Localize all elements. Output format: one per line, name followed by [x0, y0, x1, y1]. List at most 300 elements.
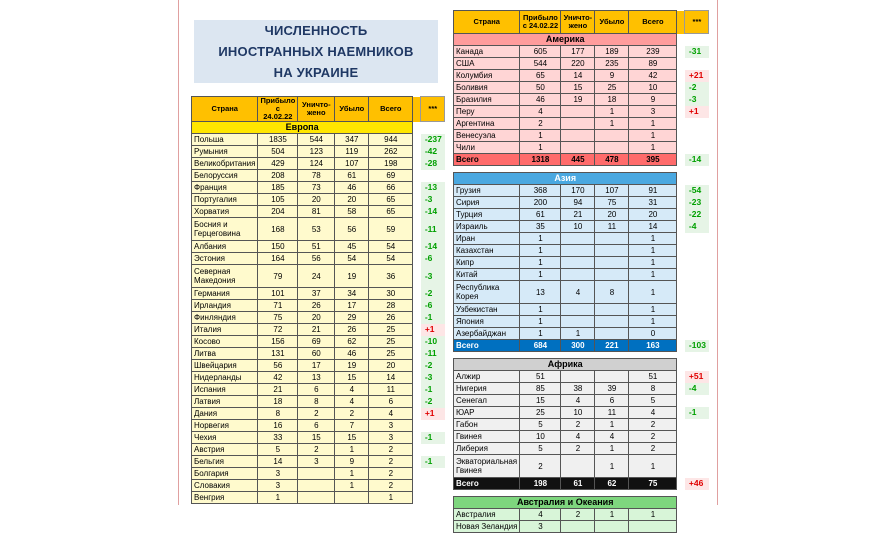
cell-d — [561, 130, 595, 142]
cell-delta: +1 — [685, 106, 709, 118]
header-arrived: Прибыло с 24.02.22 — [258, 97, 298, 122]
cell-d: 56 — [298, 253, 335, 265]
cell-t: 65 — [369, 206, 413, 218]
table-row — [192, 336, 445, 348]
cell-a: 605 — [520, 46, 561, 58]
cell-a: 1835 — [258, 134, 298, 146]
cell-country: Казахстан — [454, 245, 520, 257]
cell-a: 18 — [258, 396, 298, 408]
cell-delta: +51 — [685, 371, 709, 383]
section-title: Европа — [192, 122, 413, 134]
cell-delta — [685, 257, 709, 269]
cell-d: 51 — [298, 241, 335, 253]
header-country: Страна — [454, 11, 520, 34]
cell-country: Польша — [192, 134, 258, 146]
cell-country: Болгария — [192, 468, 258, 480]
cell-a: 75 — [258, 312, 298, 324]
cell-l: 8 — [595, 281, 629, 304]
cell-country: Великобритания — [192, 158, 258, 170]
cell-d — [561, 142, 595, 154]
cell-l: 11 — [595, 407, 629, 419]
cell-d — [561, 269, 595, 281]
cell-delta: -1 — [421, 456, 445, 468]
cell-a: 164 — [258, 253, 298, 265]
cell-d: 445 — [561, 154, 595, 166]
cell-t: 5 — [629, 395, 677, 407]
cell-delta — [685, 509, 709, 521]
cell-a: 544 — [520, 58, 561, 70]
cell-delta — [421, 444, 445, 456]
cell-a: 61 — [520, 209, 561, 221]
cell-l: 29 — [335, 312, 369, 324]
spacer — [413, 97, 421, 122]
cell-a: 16 — [258, 420, 298, 432]
cell-l — [595, 142, 629, 154]
cell-t: 239 — [629, 46, 677, 58]
table-row — [192, 206, 445, 218]
table-row — [454, 257, 709, 269]
cell-delta — [685, 58, 709, 70]
table-header-row — [192, 97, 445, 122]
cell-d: 69 — [298, 336, 335, 348]
cell-t: 51 — [629, 371, 677, 383]
cell-d: 1 — [561, 328, 595, 340]
cell-a: 14 — [258, 456, 298, 468]
cell-country: Всего — [454, 478, 520, 490]
cell-t: 163 — [629, 340, 677, 352]
cell-country: Германия — [192, 288, 258, 300]
regions-table — [453, 10, 709, 533]
spacer — [677, 11, 685, 34]
cell-country: Румыния — [192, 146, 258, 158]
cell-delta: -3 — [421, 372, 445, 384]
table-row — [192, 360, 445, 372]
section-title: Австралия и Океания — [454, 497, 677, 509]
cell-a: 51 — [520, 371, 561, 383]
cell-delta: +1 — [421, 324, 445, 336]
header-country: Страна — [192, 97, 258, 122]
cell-country: Канада — [454, 46, 520, 58]
cell-l: 62 — [335, 336, 369, 348]
cell-delta: -3 — [685, 94, 709, 106]
cell-country: Либерия — [454, 443, 520, 455]
table-row — [192, 456, 445, 468]
cell-t: 6 — [369, 396, 413, 408]
cell-d — [298, 468, 335, 480]
cell-t: 1 — [629, 118, 677, 130]
cell-delta: +1 — [421, 408, 445, 420]
cell-d: 2 — [298, 408, 335, 420]
cell-country: Турция — [454, 209, 520, 221]
cell-country: Кипр — [454, 257, 520, 269]
cell-country: Австрия — [192, 444, 258, 456]
header-stars: *** — [685, 11, 709, 34]
cell-l: 9 — [595, 70, 629, 82]
cell-l: 1 — [595, 419, 629, 431]
cell-d: 4 — [561, 395, 595, 407]
table-row — [454, 395, 709, 407]
cell-delta: -14 — [685, 154, 709, 166]
cell-l: 20 — [595, 209, 629, 221]
table-row — [454, 221, 709, 233]
table-row — [192, 492, 445, 504]
cell-d: 10 — [561, 407, 595, 419]
cell-d: 61 — [561, 478, 595, 490]
cell-delta — [685, 281, 709, 304]
cell-country: Экваториальная Гвинея — [454, 455, 520, 478]
cell-delta: -3 — [421, 265, 445, 288]
cell-l: 1 — [335, 480, 369, 492]
cell-d: 123 — [298, 146, 335, 158]
cell-a: 46 — [520, 94, 561, 106]
cell-country: Китай — [454, 269, 520, 281]
header-arrived: Прибыло с 24.02.22 — [520, 11, 561, 34]
cell-a: 150 — [258, 241, 298, 253]
cell-delta — [685, 395, 709, 407]
cell-l — [595, 316, 629, 328]
header-destroyed: Уничто-жено — [298, 97, 335, 122]
cell-delta — [421, 420, 445, 432]
table-row — [454, 455, 709, 478]
cell-d: 60 — [298, 348, 335, 360]
cell-d — [561, 106, 595, 118]
cell-l: 4 — [335, 384, 369, 396]
cell-a: 33 — [258, 432, 298, 444]
cell-d: 220 — [561, 58, 595, 70]
cell-t: 0 — [629, 328, 677, 340]
cell-t: 2 — [369, 468, 413, 480]
cell-t: 28 — [369, 300, 413, 312]
table-row — [454, 509, 709, 521]
cell-l: 189 — [595, 46, 629, 58]
table-row — [192, 444, 445, 456]
cell-t: 2 — [369, 480, 413, 492]
cell-delta — [685, 455, 709, 478]
cell-d: 73 — [298, 182, 335, 194]
cell-l: 45 — [335, 241, 369, 253]
cell-country: Боливия — [454, 82, 520, 94]
cell-d — [561, 233, 595, 245]
table-row — [454, 58, 709, 70]
total-row — [454, 340, 709, 352]
cell-d: 17 — [298, 360, 335, 372]
cell-a: 1318 — [520, 154, 561, 166]
cell-a: 50 — [520, 82, 561, 94]
cell-a: 208 — [258, 170, 298, 182]
cell-delta: -1 — [421, 384, 445, 396]
cell-l: 235 — [595, 58, 629, 70]
cell-d: 6 — [298, 420, 335, 432]
cell-country: Гвинея — [454, 431, 520, 443]
cell-country: Словакия — [192, 480, 258, 492]
cell-d: 21 — [561, 209, 595, 221]
cell-t: 8 — [629, 383, 677, 395]
cell-l: 58 — [335, 206, 369, 218]
cell-a: 1 — [520, 316, 561, 328]
cell-a: 429 — [258, 158, 298, 170]
cell-t: 75 — [629, 478, 677, 490]
cell-d: 53 — [298, 218, 335, 241]
cell-l: 61 — [335, 170, 369, 182]
title-line-3: НА УКРАИНЕ — [273, 65, 359, 80]
table-row — [192, 312, 445, 324]
cell-country: Литва — [192, 348, 258, 360]
cell-a: 13 — [520, 281, 561, 304]
table-row — [192, 396, 445, 408]
cell-l: 75 — [595, 197, 629, 209]
cell-delta — [685, 316, 709, 328]
table-row — [192, 468, 445, 480]
cell-t: 89 — [629, 58, 677, 70]
cell-d: 21 — [298, 324, 335, 336]
cell-d: 544 — [298, 134, 335, 146]
cell-l: 107 — [595, 185, 629, 197]
cell-t: 1 — [629, 130, 677, 142]
cell-delta: +21 — [685, 70, 709, 82]
cell-country: Эстония — [192, 253, 258, 265]
cell-l: 1 — [595, 509, 629, 521]
cell-delta: -1 — [421, 432, 445, 444]
cell-delta — [421, 170, 445, 182]
table-row — [192, 134, 445, 146]
table-row — [454, 94, 709, 106]
cell-t: 1 — [629, 245, 677, 257]
cell-l: 4 — [595, 431, 629, 443]
cell-l: 107 — [335, 158, 369, 170]
table-row — [454, 233, 709, 245]
section-header-america — [454, 34, 709, 46]
cell-delta — [685, 328, 709, 340]
cell-a: 1 — [520, 269, 561, 281]
table-row — [454, 328, 709, 340]
cell-a: 25 — [520, 407, 561, 419]
cell-country: Узбекистан — [454, 304, 520, 316]
cell-t: 198 — [369, 158, 413, 170]
cell-a: 85 — [520, 383, 561, 395]
cell-t: 69 — [369, 170, 413, 182]
cell-d — [561, 316, 595, 328]
cell-t: 1 — [369, 492, 413, 504]
cell-t: 1 — [629, 281, 677, 304]
cell-d — [561, 245, 595, 257]
cell-a: 5 — [258, 444, 298, 456]
cell-l — [595, 130, 629, 142]
cell-a: 1 — [520, 233, 561, 245]
cell-country: Латвия — [192, 396, 258, 408]
cell-a: 5 — [520, 443, 561, 455]
cell-l — [595, 371, 629, 383]
table-row — [454, 197, 709, 209]
cell-l: 1 — [335, 444, 369, 456]
table-row — [454, 82, 709, 94]
cell-delta: -54 — [685, 185, 709, 197]
cell-country: Республика Корея — [454, 281, 520, 304]
cell-delta: -2 — [421, 396, 445, 408]
cell-d — [298, 480, 335, 492]
cell-l: 18 — [595, 94, 629, 106]
cell-t: 36 — [369, 265, 413, 288]
header-left: Убыло — [335, 97, 369, 122]
cell-country: Бразилия — [454, 94, 520, 106]
cell-delta: -2 — [421, 360, 445, 372]
table-row — [192, 300, 445, 312]
table-row — [454, 245, 709, 257]
cell-a: 168 — [258, 218, 298, 241]
cell-a: 1 — [520, 304, 561, 316]
cell-t: 2 — [629, 419, 677, 431]
table-row — [192, 146, 445, 158]
cell-country: Испания — [192, 384, 258, 396]
cell-d — [561, 371, 595, 383]
cell-country: Бельгия — [192, 456, 258, 468]
cell-d: 37 — [298, 288, 335, 300]
cell-a: 10 — [520, 431, 561, 443]
cell-t: 2 — [369, 456, 413, 468]
cell-t: 1 — [629, 233, 677, 245]
cell-a: 35 — [520, 221, 561, 233]
cell-l — [595, 233, 629, 245]
cell-d: 13 — [298, 372, 335, 384]
cell-l — [595, 269, 629, 281]
section-title: Азия — [454, 173, 677, 185]
cell-t: 1 — [629, 142, 677, 154]
cell-d: 24 — [298, 265, 335, 288]
cell-t: 9 — [629, 94, 677, 106]
europe-table — [191, 96, 445, 504]
cell-country: Новая Зеландия — [454, 521, 520, 533]
cell-t: 14 — [629, 221, 677, 233]
table-row — [192, 384, 445, 396]
cell-delta: -1 — [421, 312, 445, 324]
cell-d: 2 — [561, 443, 595, 455]
cell-a: 21 — [258, 384, 298, 396]
table-row — [454, 70, 709, 82]
table-row — [454, 46, 709, 58]
cell-t: 944 — [369, 134, 413, 146]
cell-l: 1 — [595, 118, 629, 130]
cell-country: Швейцария — [192, 360, 258, 372]
table-row — [454, 106, 709, 118]
cell-t: 25 — [369, 324, 413, 336]
cell-t: 3 — [629, 106, 677, 118]
cell-delta: -11 — [421, 218, 445, 241]
cell-a: 504 — [258, 146, 298, 158]
cell-delta: -4 — [685, 221, 709, 233]
cell-country: США — [454, 58, 520, 70]
title-line-2: ИНОСТРАННЫХ НАЕМНИКОВ — [218, 44, 414, 59]
cell-delta: -28 — [421, 158, 445, 170]
cell-l: 26 — [335, 324, 369, 336]
cell-d: 124 — [298, 158, 335, 170]
header-total: Всего — [369, 97, 413, 122]
cell-t: 20 — [369, 360, 413, 372]
table-row — [192, 480, 445, 492]
cell-l — [335, 492, 369, 504]
cell-country: Нигерия — [454, 383, 520, 395]
cell-delta — [421, 492, 445, 504]
cell-t: 25 — [369, 348, 413, 360]
cell-delta: -3 — [421, 194, 445, 206]
table-row — [192, 241, 445, 253]
cell-l: 9 — [335, 456, 369, 468]
table-row — [454, 407, 709, 419]
cell-t: 4 — [629, 407, 677, 419]
cell-delta: -13 — [421, 182, 445, 194]
cell-delta — [685, 245, 709, 257]
cell-d: 177 — [561, 46, 595, 58]
cell-country: Белоруссия — [192, 170, 258, 182]
header-stars: *** — [421, 97, 445, 122]
table-row — [454, 316, 709, 328]
cell-a: 65 — [520, 70, 561, 82]
table-row — [192, 170, 445, 182]
cell-delta: -2 — [421, 288, 445, 300]
total-row — [454, 154, 709, 166]
cell-l — [595, 257, 629, 269]
cell-delta — [685, 431, 709, 443]
cell-country: Иран — [454, 233, 520, 245]
cell-delta: -4 — [685, 383, 709, 395]
cell-a: 185 — [258, 182, 298, 194]
cell-delta — [685, 142, 709, 154]
cell-l: 46 — [335, 348, 369, 360]
cell-t: 30 — [369, 288, 413, 300]
cell-a: 204 — [258, 206, 298, 218]
cell-delta: -11 — [421, 348, 445, 360]
table-row — [192, 253, 445, 265]
cell-d — [561, 521, 595, 533]
cell-t: 66 — [369, 182, 413, 194]
cell-l: 34 — [335, 288, 369, 300]
table-row — [454, 371, 709, 383]
cell-a: 72 — [258, 324, 298, 336]
cell-delta — [685, 443, 709, 455]
section-header-asia — [454, 173, 709, 185]
cell-country: Израиль — [454, 221, 520, 233]
cell-a: 198 — [520, 478, 561, 490]
cell-t: 54 — [369, 241, 413, 253]
cell-delta — [685, 269, 709, 281]
table-row — [192, 420, 445, 432]
cell-l: 15 — [335, 432, 369, 444]
cell-country: Чили — [454, 142, 520, 154]
cell-country: Франция — [192, 182, 258, 194]
table-row — [454, 521, 709, 533]
cell-t: 25 — [369, 336, 413, 348]
cell-delta: -23 — [685, 197, 709, 209]
cell-a: 1 — [520, 130, 561, 142]
cell-delta — [685, 521, 709, 533]
cell-country: Азербайджан — [454, 328, 520, 340]
cell-l — [595, 245, 629, 257]
cell-delta: -103 — [685, 340, 709, 352]
total-row — [454, 478, 709, 490]
cell-country: Перу — [454, 106, 520, 118]
cell-d — [561, 118, 595, 130]
cell-a: 3 — [258, 468, 298, 480]
title-line-1: ЧИСЛЕННОСТЬ — [264, 23, 368, 38]
cell-a: 5 — [520, 419, 561, 431]
cell-a: 156 — [258, 336, 298, 348]
cell-t: 3 — [369, 420, 413, 432]
cell-country: Албания — [192, 241, 258, 253]
cell-t: 26 — [369, 312, 413, 324]
cell-delta: -10 — [421, 336, 445, 348]
cell-delta: -22 — [685, 209, 709, 221]
cell-d — [561, 455, 595, 478]
table-row — [192, 408, 445, 420]
table-row — [454, 209, 709, 221]
